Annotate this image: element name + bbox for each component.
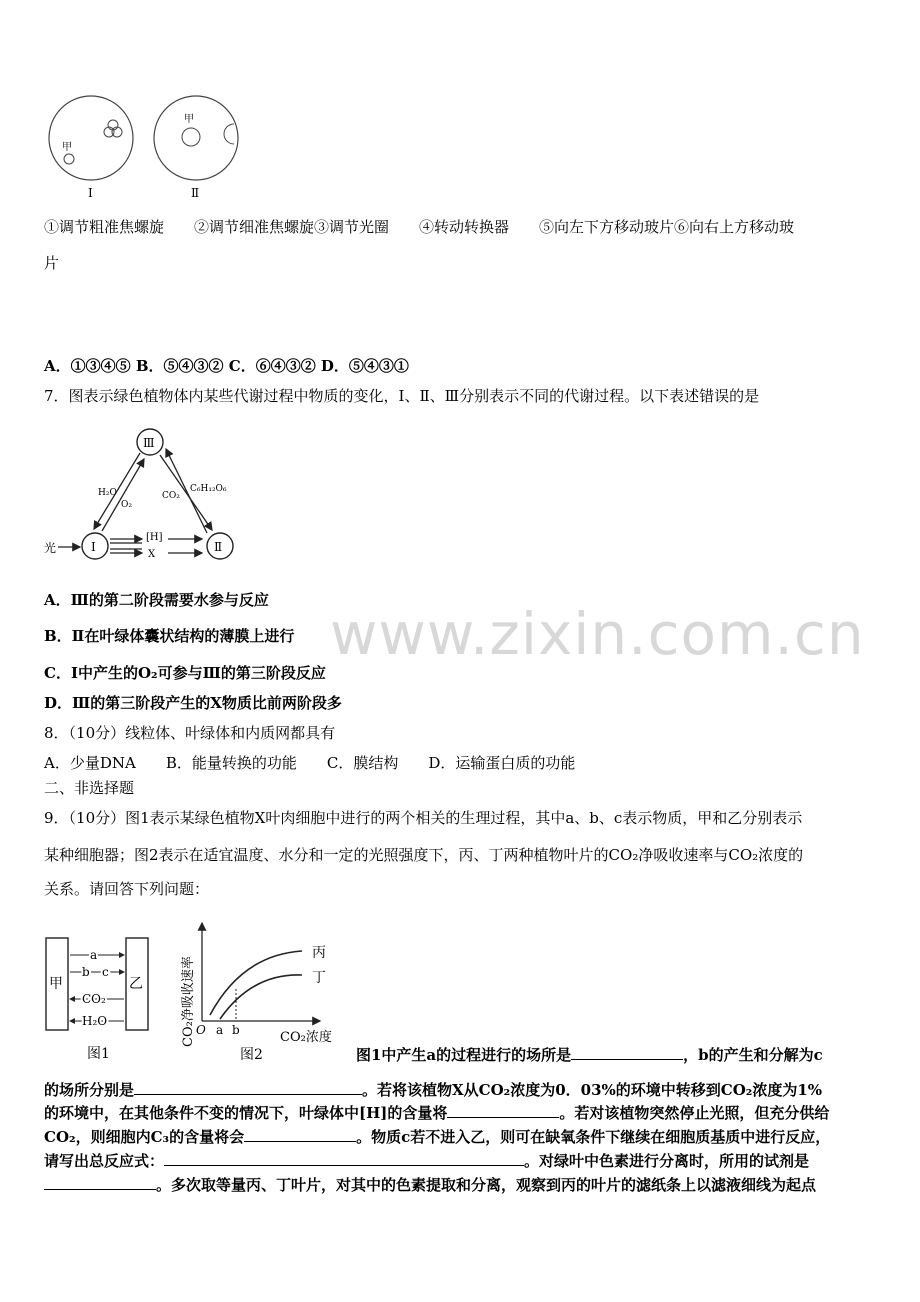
q7-option-a: A．Ⅲ的第二阶段需要水参与反应 xyxy=(44,591,269,609)
q6-options-line2: 片 xyxy=(44,254,60,272)
curve-ding xyxy=(220,975,302,1019)
field-circle-2 xyxy=(154,96,238,180)
svg-text:丁: 丁 xyxy=(312,970,326,986)
q9-line1: 9．（10分）图1表示某绿色植物X叶肉细胞中进行的两个相关的生理过程，其中a、b、c表示物质，甲和乙分别表示 xyxy=(44,809,803,827)
q9-line8: 请写出总反应式： 。对绿叶中色素进行分离时，所用的试剂是 xyxy=(44,1152,810,1170)
q9-line6: 的环境中，在其他条件不变的情况下，叶绿体中[H]的含量将 。若对该植物突然停止光照，但充分供给 xyxy=(44,1104,830,1122)
svg-text:Ⅰ: Ⅰ xyxy=(91,540,96,554)
q7-option-d: D．Ⅲ的第三阶段产生的X物质比前两阶段多 xyxy=(44,694,342,712)
label-jia-2: 甲 xyxy=(184,114,194,125)
watermark: www.zixin.com.cn xyxy=(330,600,865,668)
svg-text:CO₂: CO₂ xyxy=(162,491,180,501)
blank-2[interactable] xyxy=(134,1080,362,1095)
svg-text:C₆H₁₂O₆: C₆H₁₂O₆ xyxy=(190,484,227,494)
curve-bing xyxy=(210,951,302,1015)
q9-line2: 某种细胞器；图2表示在适宜温度、水分和一定的光照强度下，丙、丁两种植物叶片的CO₂净吸收速率与CO₂浓度的 xyxy=(44,846,804,864)
svg-text:甲: 甲 xyxy=(49,976,63,992)
svg-text:[H]: [H] xyxy=(146,532,163,543)
figure-1-organelles xyxy=(44,935,154,1065)
label-jia-1: 甲 xyxy=(62,142,72,153)
blank-6[interactable] xyxy=(44,1175,156,1190)
svg-text:a: a xyxy=(216,1023,224,1037)
figure-2-caption: 图2 xyxy=(240,1047,263,1063)
y-axis-label: CO₂净吸收速率 xyxy=(181,956,196,1047)
figure-1-caption: 图1 xyxy=(87,1046,110,1062)
label-roman-1: Ⅰ xyxy=(88,186,93,200)
blank-1[interactable] xyxy=(571,1045,683,1060)
blank-5[interactable] xyxy=(164,1151,524,1166)
svg-text:O: O xyxy=(196,1023,206,1037)
q6-answer-choices: A．①③④⑤ B．⑤④③② C．⑥④③② D．⑤④③① xyxy=(44,357,409,375)
microscope-field-figure xyxy=(44,92,254,202)
q9-line5: 的场所分别是 。若将该植物X从CO₂浓度为0．03%的环境中转移到CO₂浓度为1% xyxy=(44,1081,823,1099)
q9-line4: 图1中产生a的过程进行的场所是 ，b的产生和分解为c xyxy=(356,1046,823,1064)
blank-4[interactable] xyxy=(244,1127,356,1142)
q9-line3: 关系。请回答下列问题： xyxy=(44,880,210,898)
svg-text:Ⅱ: Ⅱ xyxy=(214,540,223,554)
q7-stem: 7．图表示绿色植物体内某些代谢过程中物质的变化，Ⅰ、Ⅱ、Ⅲ分别表示不同的代谢过程。以下表述错误的是 xyxy=(44,387,760,405)
svg-text:Ⅲ: Ⅲ xyxy=(143,436,155,450)
light-label: 光 xyxy=(44,541,57,555)
metabolism-diagram xyxy=(44,425,244,565)
svg-text:a: a xyxy=(90,948,98,962)
q7-option-b: B．Ⅱ在叶绿体囊状结构的薄膜上进行 xyxy=(44,627,295,645)
x-axis-label: CO₂浓度 xyxy=(280,1030,332,1045)
svg-text:丙: 丙 xyxy=(312,945,326,961)
q7-option-c: C．Ⅰ中产生的O₂可参与Ⅲ的第三阶段反应 xyxy=(44,664,326,682)
svg-text:b: b xyxy=(232,1023,240,1037)
svg-text:CO₂: CO₂ xyxy=(82,992,106,1006)
q6-options-line1: ①调节粗准焦螺旋 ②调节细准焦螺旋③调节光圈 ④转动转换器 ⑤向左下方移动玻片⑥向右上方移动玻 xyxy=(44,218,795,236)
svg-text:H₂O: H₂O xyxy=(98,488,117,498)
section-title: 二、非选择题 xyxy=(44,779,135,797)
q9-line7: CO₂，则细胞内C₃的含量将会 。物质c若不进入乙，则可在缺氧条件下继续在细胞质基质中进行反应， xyxy=(44,1128,831,1146)
svg-text:X: X xyxy=(148,549,156,560)
svg-text:H₂O: H₂O xyxy=(82,1014,108,1028)
blank-3[interactable] xyxy=(447,1103,559,1118)
svg-text:乙: 乙 xyxy=(129,976,143,992)
svg-text:O₂: O₂ xyxy=(121,500,132,510)
q8-options: A．少量DNA B．能量转换的功能 C．膜结构 D．运输蛋白质的功能 xyxy=(44,754,576,772)
q8-stem: 8．（10分）线粒体、叶绿体和内质网都具有 xyxy=(44,724,336,742)
label-roman-2: Ⅱ xyxy=(191,186,200,200)
q9-line9: 。多次取等量丙、丁叶片，对其中的色素提取和分离，观察到丙的叶片的滤纸条上以滤液细线为起点 xyxy=(44,1175,816,1195)
field-circle-1 xyxy=(49,96,133,180)
svg-text:c: c xyxy=(102,965,109,979)
svg-text:b: b xyxy=(82,965,90,979)
figure-2-co2-graph xyxy=(172,915,347,1065)
